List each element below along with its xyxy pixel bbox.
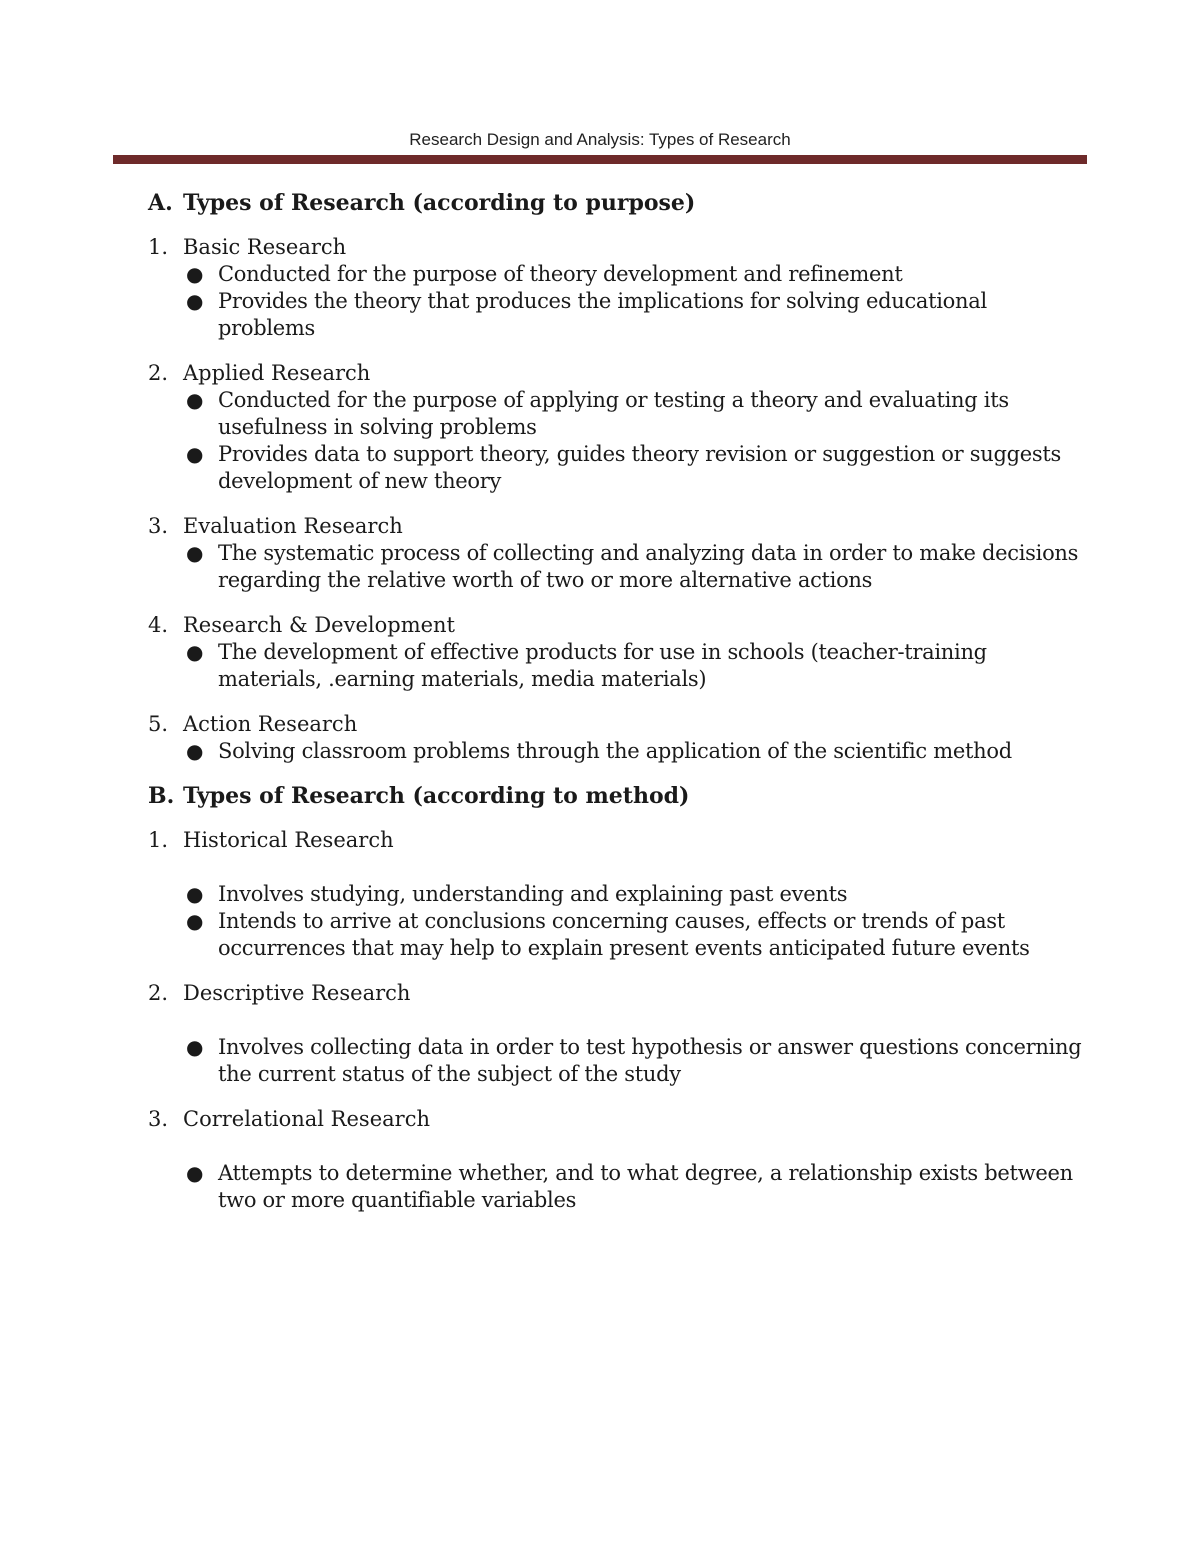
section-letter: A. <box>148 190 173 216</box>
item-number: 2. <box>148 361 169 385</box>
item-number: 4. <box>148 613 169 637</box>
item-heading <box>148 1106 1088 1133</box>
bullet-item <box>183 387 1088 441</box>
list-item-action-research <box>148 711 1088 765</box>
item-title: Basic Research <box>183 235 347 259</box>
bullet-item <box>183 288 1088 342</box>
item-title: Descriptive Research <box>183 981 411 1005</box>
bullet-icon: ● <box>186 1035 204 1059</box>
bullet-icon: ● <box>186 388 204 412</box>
bullet-text: Involves studying, understanding and explaining past events <box>218 882 848 906</box>
document-body <box>148 190 1088 1232</box>
bullet-item <box>183 738 1088 765</box>
section-title <box>148 190 1088 216</box>
list-item-historical-research <box>148 827 1088 962</box>
item-number: 1. <box>148 828 169 852</box>
bullet-icon: ● <box>186 1161 204 1185</box>
bullet-text: Involves collecting data in order to test hypothesis or answer questions concerning the current status of the subject of the study <box>218 1035 1082 1086</box>
bullet-item <box>183 908 1088 962</box>
list-item-applied-research <box>148 360 1088 495</box>
list-item-evaluation-research <box>148 513 1088 594</box>
list-item-correlational-research <box>148 1106 1088 1214</box>
bullet-text: Provides the theory that produces the implications for solving educational problems <box>218 289 987 340</box>
item-title: Historical Research <box>183 828 394 852</box>
item-heading <box>148 827 1088 854</box>
bullet-list <box>148 261 1088 342</box>
bullet-list <box>148 1160 1088 1214</box>
bullet-list <box>148 387 1088 495</box>
item-number: 2. <box>148 981 169 1005</box>
bullet-item <box>183 639 1088 693</box>
list-item-research-development <box>148 612 1088 693</box>
bullet-item <box>183 261 1088 288</box>
bullet-list <box>148 540 1088 594</box>
bullet-text: Attempts to determine whether, and to what degree, a relationship exists between two or more quantifiable variables <box>218 1161 1073 1212</box>
bullet-icon: ● <box>186 262 204 286</box>
bullet-list <box>148 1034 1088 1088</box>
section-b <box>148 783 1088 1214</box>
section-heading: Types of Research (according to purpose) <box>183 190 696 216</box>
bullet-text: Conducted for the purpose of theory development and refinement <box>218 262 903 286</box>
item-heading <box>148 360 1088 387</box>
bullet-item <box>183 1034 1088 1088</box>
bullet-text: The systematic process of collecting and analyzing data in order to make decisions regarding the relative worth of two or more alternative actions <box>218 541 1079 592</box>
item-heading <box>148 711 1088 738</box>
bullet-icon: ● <box>186 882 204 906</box>
item-title: Action Research <box>183 712 358 736</box>
section-heading: Types of Research (according to method) <box>183 783 690 809</box>
bullet-icon: ● <box>186 909 204 933</box>
item-number: 3. <box>148 1107 169 1131</box>
item-heading <box>148 612 1088 639</box>
bullet-item <box>183 881 1088 908</box>
page-header: Research Design and Analysis: Types of Research <box>409 130 791 149</box>
bullet-icon: ● <box>186 442 204 466</box>
bullet-icon: ● <box>186 640 204 664</box>
list-item-descriptive-research <box>148 980 1088 1088</box>
bullet-item <box>183 540 1088 594</box>
item-number: 5. <box>148 712 169 736</box>
bullet-text: Provides data to support theory, guides theory revision or suggestion or suggests development of new theory <box>218 442 1061 493</box>
item-number: 3. <box>148 514 169 538</box>
bullet-list <box>148 639 1088 693</box>
item-heading <box>148 980 1088 1007</box>
bullet-list <box>148 881 1088 962</box>
item-title: Applied Research <box>183 361 371 385</box>
bullet-list <box>148 738 1088 765</box>
bullet-text: The development of effective products for use in schools (teacher-training materials, .earning materials, media materials) <box>218 640 987 691</box>
section-letter: B. <box>148 783 175 809</box>
item-number: 1. <box>148 235 169 259</box>
bullet-icon: ● <box>186 739 204 763</box>
item-heading <box>148 513 1088 540</box>
item-title: Evaluation Research <box>183 514 403 538</box>
bullet-item <box>183 441 1088 495</box>
item-title: Research & Development <box>183 613 455 637</box>
header-rule <box>113 155 1087 164</box>
item-title: Correlational Research <box>183 1107 430 1131</box>
bullet-icon: ● <box>186 289 204 313</box>
bullet-icon: ● <box>186 541 204 565</box>
list-item-basic-research <box>148 234 1088 342</box>
section-title <box>148 783 1088 809</box>
bullet-text: Solving classroom problems through the application of the scientific method <box>218 739 1012 763</box>
bullet-item <box>183 1160 1088 1214</box>
section-a <box>148 190 1088 765</box>
bullet-text: Intends to arrive at conclusions concerning causes, effects or trends of past occurrences that may help to explain present events anticipated future events <box>218 909 1030 960</box>
item-heading <box>148 234 1088 261</box>
bullet-text: Conducted for the purpose of applying or testing a theory and evaluating its usefulness in solving problems <box>218 388 1009 439</box>
